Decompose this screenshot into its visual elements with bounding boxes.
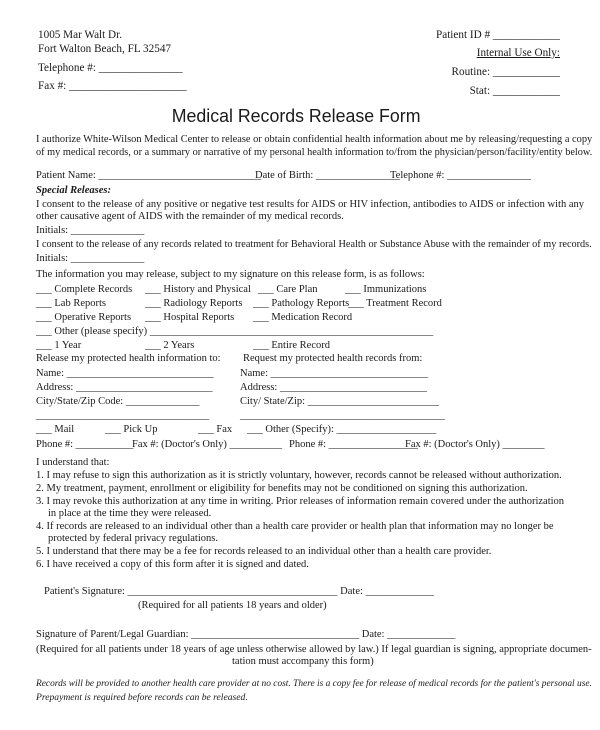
understand-item-5: 5. I understand that there may be a fee for records released to an individual other than a health care provider. — [36, 546, 492, 557]
behavioral-initials-field[interactable]: Initials: ______________ — [36, 253, 145, 264]
guardian-signature-field[interactable]: Signature of Parent/Legal Guardian: ________________________________ Date: _____________ — [36, 629, 456, 640]
request-from-heading: Request my protected health records from: — [243, 353, 423, 364]
delivery-fax-option[interactable]: ___ Fax — [198, 424, 233, 435]
understand-item-3: 3. I may revoke this authorization at any time in writing. Prior releases of information remain covered under the authorization — [36, 496, 565, 507]
option-history-physical[interactable]: ___ History and Physical — [145, 284, 251, 295]
release-to-phone-field[interactable]: Phone #: ___________ — [36, 439, 134, 450]
telephone-field[interactable]: Telephone #: _______________ — [38, 62, 183, 74]
understand-heading: I understand that: — [36, 457, 110, 468]
request-from-address-field[interactable]: Address: ____________________________ — [240, 382, 427, 393]
hiv-consent-line-2: other causative agent of AIDS with the remainder of my medical records. — [36, 211, 344, 222]
option-hospital-reports[interactable]: ___ Hospital Reports — [145, 312, 235, 323]
option-care-plan[interactable]: ___ Care Plan — [258, 284, 318, 295]
patient-signature-note: (Required for all patients 18 years and older) — [138, 600, 327, 611]
release-to-extra-line[interactable]: _________________________________ — [36, 410, 210, 421]
patient-name-field[interactable]: Patient Name: _______________________________ — [36, 170, 262, 181]
release-to-name-field[interactable]: Name: ____________________________ — [36, 368, 214, 379]
routine-field[interactable]: Routine: ____________ — [451, 66, 560, 78]
option-lab-reports[interactable]: ___ Lab Reports — [36, 298, 106, 309]
internal-use-label: Internal Use Only: — [476, 47, 560, 59]
understand-item-1: 1. I may refuse to sign this authorization as it is strictly voluntary, however, records cannot be released without authorization. — [36, 470, 562, 481]
footer-line-2: Prepayment is required before records can be released. — [36, 692, 248, 703]
fax-field[interactable]: Fax #: _____________________ — [38, 80, 187, 92]
understand-item-6: 6. I have received a copy of this form after it is signed and dated. — [36, 559, 309, 570]
guardian-note-line-2: tation must accompany this form) — [232, 656, 374, 667]
release-info-intro: The information you may release, subject to my signature on this release form, is as follows: — [36, 269, 425, 280]
release-to-heading: Release my protected health information to: — [36, 353, 221, 364]
footer-line-1: Records will be provided to another health care provider at no cost. There is a copy fee for release of medical records for the patient's personal use. — [36, 678, 592, 689]
date-of-birth-field[interactable]: Date of Birth: ________________ — [255, 170, 400, 181]
option-entire-record[interactable]: ___ Entire Record — [253, 340, 330, 351]
delivery-pickup-option[interactable]: ___ Pick Up — [105, 424, 158, 435]
intro-line-1: I authorize White-Wilson Medical Center to release or obtain confidential health information about me by releasing/requesting a copy — [36, 134, 593, 145]
understand-item-4: 4. If records are released to an individual other than a health care provider or health plan that information may no longer be — [36, 521, 554, 532]
address-line-1: 1005 Mar Walt Dr. — [38, 29, 123, 41]
patient-telephone-field[interactable]: Telephone #: ________________ — [390, 170, 531, 181]
hiv-initials-field[interactable]: Initials: ______________ — [36, 225, 145, 236]
delivery-mail-option[interactable]: ___ Mail — [36, 424, 75, 435]
request-from-phone-field[interactable]: Phone #: _________________ — [289, 439, 418, 450]
option-other-field[interactable]: ___ Other (please specify) ______________________________________________________ — [36, 326, 434, 337]
understand-item-4-cont: protected by federal privacy regulations. — [48, 533, 218, 544]
option-treatment-record[interactable]: ___ Treatment Record — [348, 298, 442, 309]
option-immunizations[interactable]: ___ Immunizations — [345, 284, 427, 295]
option-pathology-reports[interactable]: ___ Pathology Reports — [253, 298, 350, 309]
release-to-city-field[interactable]: City/State/Zip Code: ______________ — [36, 396, 200, 407]
address-line-2: Fort Walton Beach, FL 32547 — [38, 43, 172, 55]
option-radiology-reports[interactable]: ___ Radiology Reports — [145, 298, 243, 309]
guardian-note-line-1: (Required for all patients under 18 years of age unless otherwise allowed by law.) If legal guardian is signing, appropriate documen- — [36, 644, 592, 655]
request-from-name-field[interactable]: Name: ______________________________ — [240, 368, 429, 379]
option-medication-record[interactable]: ___ Medication Record — [253, 312, 353, 323]
special-releases-heading: Special Releases: — [36, 185, 111, 196]
understand-item-2: 2. My treatment, payment, enrollment or eligibility for benefits may not be conditioned on signing this authorization. — [36, 483, 528, 494]
option-operative-reports[interactable]: ___ Operative Reports — [36, 312, 132, 323]
stat-field[interactable]: Stat: ____________ — [469, 85, 560, 97]
request-from-fax-field[interactable]: Fax #: (Doctor's Only) ________ — [405, 439, 545, 450]
option-1-year[interactable]: ___ 1 Year — [36, 340, 82, 351]
understand-item-3-cont: in place at the time they were released. — [48, 508, 212, 519]
patient-signature-field[interactable]: Patient's Signature: ________________________________________ Date: _____________ — [44, 586, 434, 597]
intro-line-2: of my medical records, or a summary or narrative of my personal health information to/from the physician/person/facility/entity below. — [36, 147, 593, 158]
request-from-city-field[interactable]: City/ State/Zip: _________________________ — [240, 396, 439, 407]
release-to-address-field[interactable]: Address: __________________________ — [36, 382, 213, 393]
behavioral-consent: I consent to the release of any records related to treatment for Behavioral Health or Substance Abuse with the remainder of my records. — [36, 239, 592, 250]
page-title: Medical Records Release Form — [171, 106, 421, 126]
delivery-other-field[interactable]: ___ Other (Specify): ___________________ — [247, 424, 437, 435]
option-complete-records[interactable]: ___ Complete Records — [36, 284, 133, 295]
option-2-years[interactable]: ___ 2 Years — [145, 340, 195, 351]
request-from-extra-line[interactable]: _______________________________________ — [240, 410, 445, 421]
hiv-consent-line-1: I consent to the release of any positive or negative test results for AIDS or HIV infection, antibodies to AIDS or infection with any — [36, 199, 585, 210]
patient-id-field[interactable]: Patient ID # ____________ — [436, 29, 560, 41]
release-to-fax-field[interactable]: Fax #: (Doctor's Only) __________ — [132, 439, 283, 450]
